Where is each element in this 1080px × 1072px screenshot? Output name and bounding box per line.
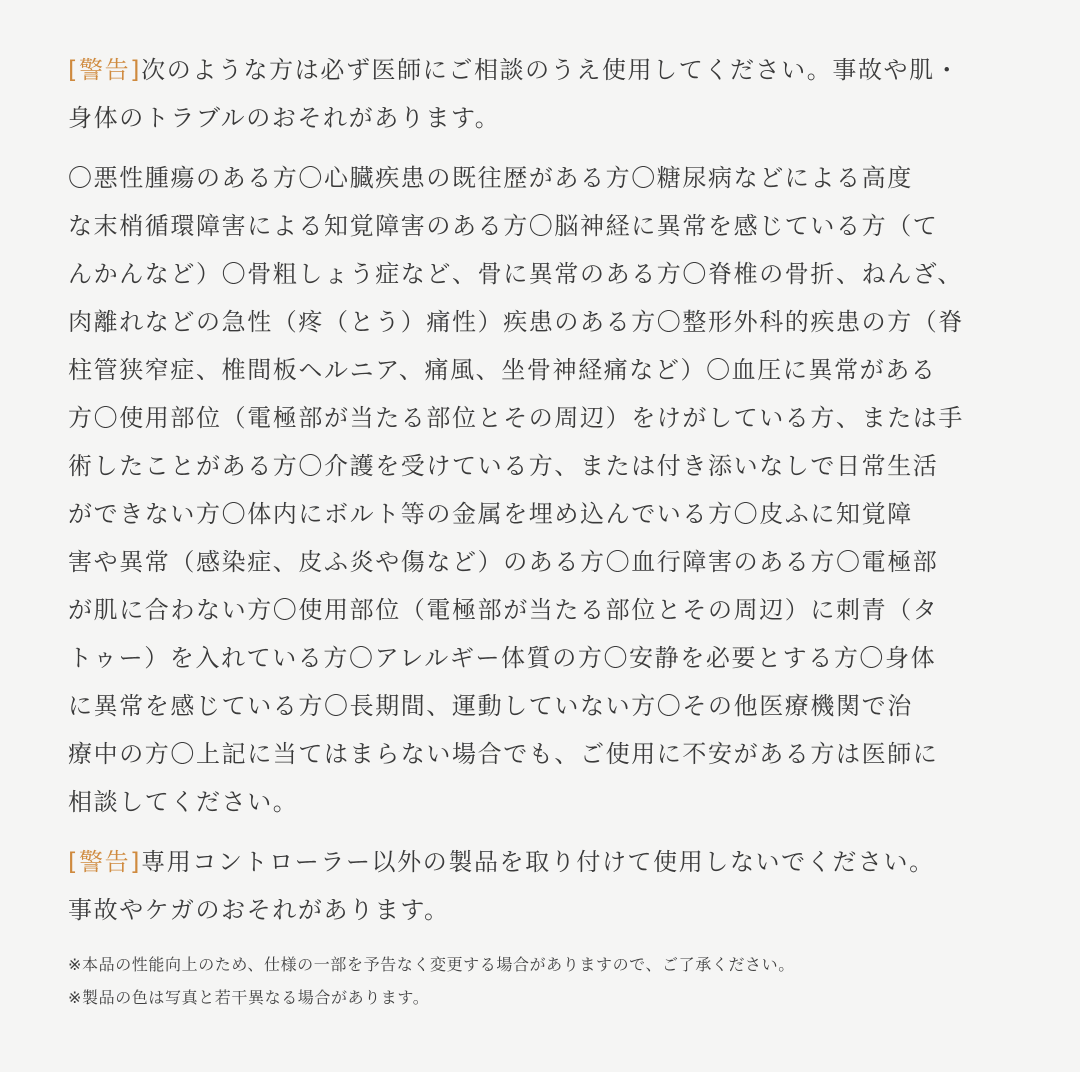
warning2-line-1 <box>68 846 935 878</box>
conditions-line: んかんなど）〇骨粗しょう症など、骨に異常のある方〇脊椎の骨折、ねんざ、 <box>68 260 964 288</box>
conditions-line: 害や異常（感染症、皮ふ炎や傷など）のある方〇血行障害のある方〇電極部 <box>68 548 939 576</box>
warning-label: [警告] <box>68 848 142 876</box>
warning-label: [警告] <box>68 56 142 84</box>
conditions-line: 肉離れなどの急性（疼（とう）痛性）疾患のある方〇整形外科的疾患の方（脊 <box>68 308 964 336</box>
warning2-line-2: 事故やケガのおそれがあります。 <box>68 896 450 924</box>
conditions-line: 術したことがある方〇介護を受けている方、または付き添いなしで日常生活 <box>68 452 939 480</box>
conditions-line: ができない方〇体内にボルト等の金属を埋め込んでいる方〇皮ふに知覚障 <box>68 500 913 528</box>
footnote: ※本品の性能向上のため、仕様の一部を予告なく変更する場合がありますので、ご了承ください。 <box>68 955 795 974</box>
warning1-line-2: 身体のトラブルのおそれがあります。 <box>68 104 501 132</box>
conditions-line: 〇悪性腫瘍のある方〇心臓疾患の既往歴がある方〇糖尿病などによる高度 <box>68 164 913 192</box>
conditions-line: が肌に合わない方〇使用部位（電極部が当たる部位とその周辺）に刺青（タ <box>68 596 939 624</box>
warning1-line-1 <box>68 54 960 86</box>
conditions-line: な末梢循環障害による知覚障害のある方〇脳神経に異常を感じている方（て <box>68 212 939 240</box>
conditions-line: に異常を感じている方〇長期間、運動していない方〇その他医療機関で治 <box>68 692 913 720</box>
footnote: ※製品の色は写真と若干異なる場合があります。 <box>68 988 430 1007</box>
conditions-line: トゥー）を入れている方〇アレルギー体質の方〇安静を必要とする方〇身体 <box>68 644 937 672</box>
warning1-text: 次のような方は必ず医師にご相談のうえ使用してください。事故や肌・ <box>141 56 961 84</box>
conditions-line: 相談してください。 <box>68 788 299 816</box>
conditions-line: 療中の方〇上記に当てはまらない場合でも、ご使用に不安がある方は医師に <box>68 740 939 768</box>
conditions-line: 方〇使用部位（電極部が当たる部位とその周辺）をけがしている方、または手 <box>68 404 964 432</box>
warning2-text: 専用コントローラー以外の製品を取り付けて使用しないでください。 <box>141 848 935 876</box>
conditions-line: 柱管狭窄症、椎間板ヘルニア、痛風、坐骨神経痛など）〇血圧に異常がある <box>68 356 937 384</box>
